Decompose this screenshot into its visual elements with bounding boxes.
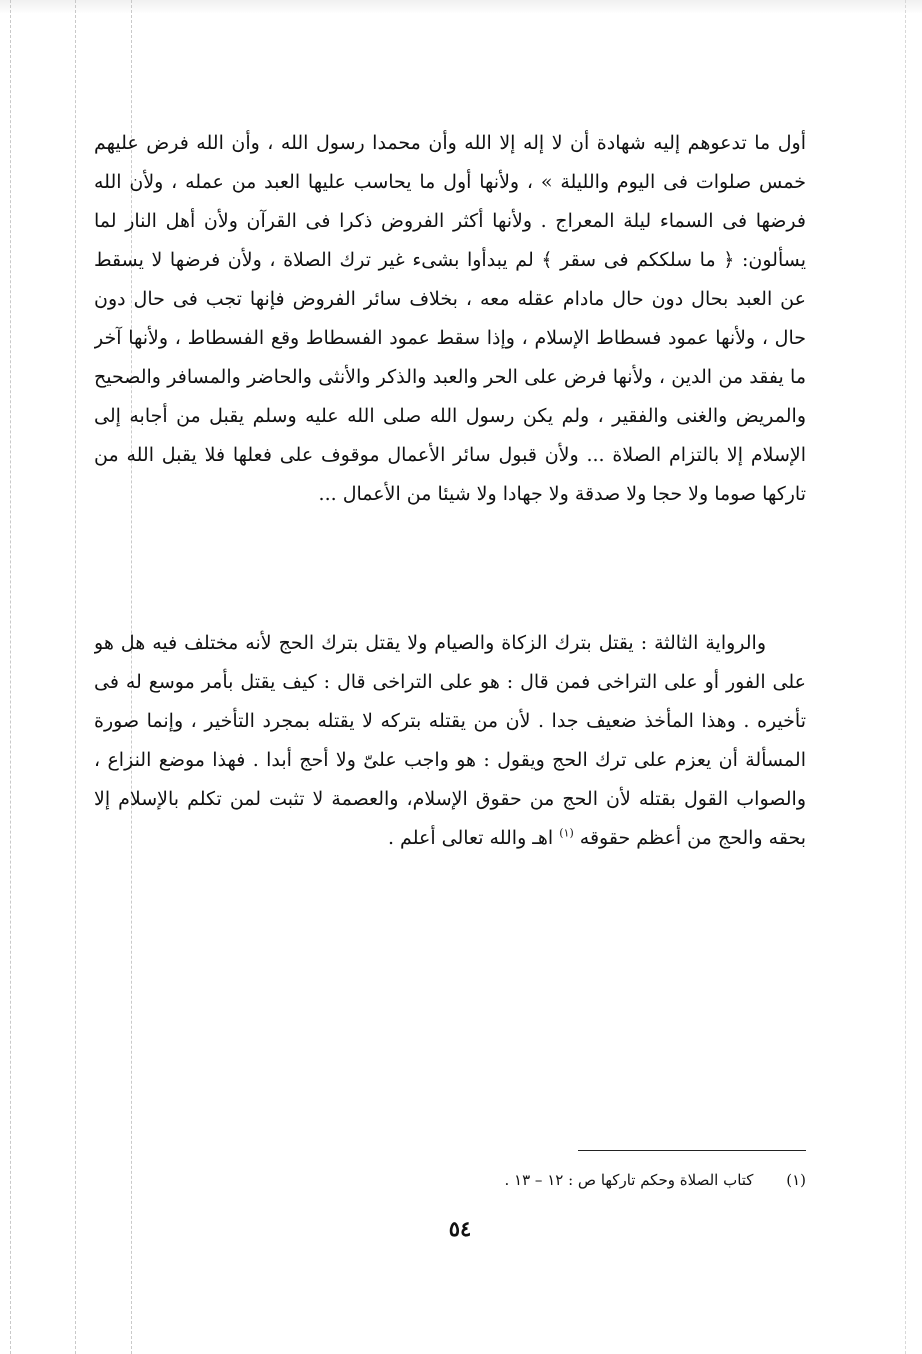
margin-guide-line [75,0,76,1354]
footnote-marker: (١) [786,1171,806,1189]
main-text-block [94,124,806,849]
scan-edge-shadow [0,0,922,14]
paragraph-2 [94,624,806,904]
paragraph-2-closing-text: اهـ والله تعالى أعلم . [387,827,554,849]
footnote-separator [578,1150,806,1151]
paragraph-1: أول ما تدعوهم إليه شهادة أن لا إله إلا الله وأن محمدا رسول الله ، وأن الله فرض عليهم خمس صلوات فى اليوم والليلة » ، ولأنها أول ما يحاسب عليها العبد من عمله ، ولأن الله فرضها فى السماء ليلة المعراج . ولأنها أكثر الفروض ذكرا فى القرآن ولأن أهل النار لما يسألون: ﴿ ما سلككم فى سقر ﴾ لم يبدأوا بشىء غير ترك الصلاة ، ولأن فرضها لا يسقط عن العبد بحال دون حال مادام عقله معه ، بخلاف سائر الفروض فإنها تجب فى حال دون حال ، ولأنها عمود فسطاط الإسلام ، وإذا سقط عمود الفسطاط وقع الفسطاط ، ولأنها آخر ما يفقد من الدين ، ولأنها فرض على الحر والعبد والذكر والأنثى والحاضر والمسافر والصحيح والمريض والغنى والفقير ، ولم يكن رسول الله صلى الله عليه وسلم يقبل من أجابه إلى الإسلام إلا بالتزام الصلاة ... ولأن قبول سائر الأعمال موقوف على فعلها فلا يقبل الله من تاركها صوما ولا حجا ولا صدقة ولا جهادا ولا شيئا من الأعمال ... [94,132,806,505]
margin-guide-line [905,0,906,1354]
margin-guide-line [10,0,11,1354]
footnote-reference[interactable]: (١) [559,826,574,840]
footnote [300,1168,806,1192]
footnote-text: كتاب الصلاة وحكم تاركها ص : ١٢ – ١٣ . [504,1171,754,1189]
paragraph-2-main-text: والرواية الثالثة : يقتل بترك الزكاة والصيام ولا يقتل بترك الحج لأنه مختلف فيه هل هو على الفور أو على التراخى فمن قال : هو على التراخى قال : كيف يقتل بأمر موسع له فى تأخيره . وهذا المأخذ ضعيف جدا . لأن من يقتله بتركه لا يقتله بمجرد التأخير ، وإنما صورة المسألة أن يعزم على ترك الحج ويقول : هو واجب علىّ ولا أحج أبدا . فهذا موضع النزاع ، والصواب القول بقتله لأن الحج من حقوق الإسلام، والعصمة لا تثبت لمن تكلم بالإسلام إلا بحقه والحج من أعظم حقوقه [94,632,806,849]
page-number: ٥٤ [448,1216,472,1241]
